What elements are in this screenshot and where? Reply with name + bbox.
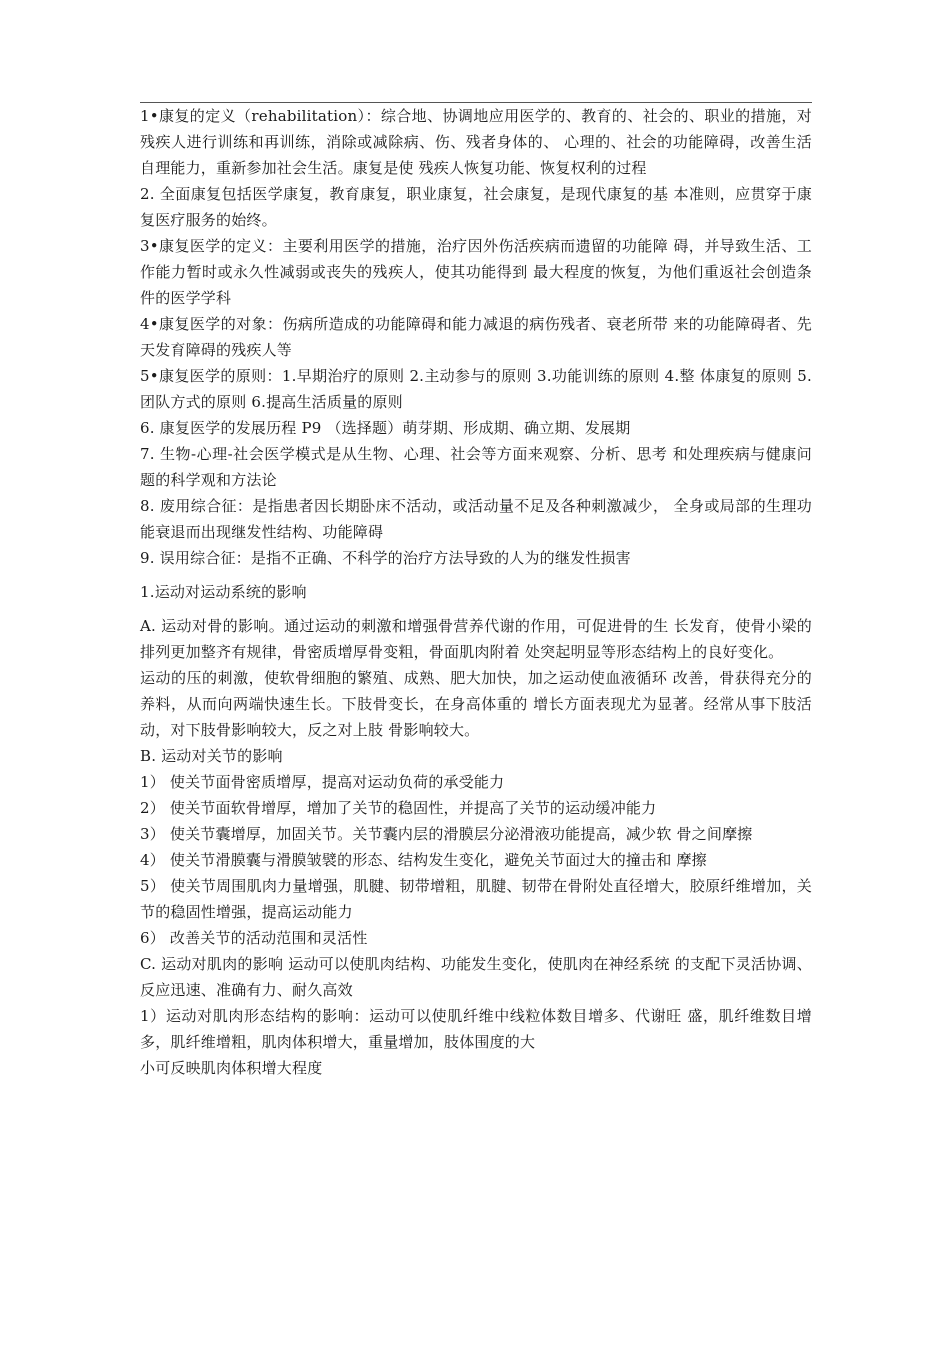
paragraph-9: 9. 误用综合征：是指不正确、不科学的治疗方法导致的人为的继发性损害 <box>140 549 631 567</box>
paragraph-2: 2. 全面康复包括医学康复，教育康复，职业康复，社会康复，是现代康复的基 本准则，应贯穿于康复医疗服务的始终。 <box>140 185 812 229</box>
section-heading: 1.运动对运动系统的影响 <box>140 583 307 601</box>
paragraph-7: 7. 生物-心理-社会医学模式是从生物、心理、社会等方面来观察、分析、思考 和处理疾病与健康问题的科学观和方法论 <box>140 445 812 489</box>
paragraph-4: 4•康复医学的对象：伤病所造成的功能障碍和能力减退的病伤残者、衰老所带 来的功能障碍者、先天发育障碍的残疾人等 <box>140 315 812 359</box>
subheading-b: B. 运动对关节的影响 <box>140 747 283 765</box>
section-paragraph-a-continued: 运动的压的刺激，使软骨细胞的繁殖、成熟、肥大加快，加之运动使血液循环 改善，骨获得充分的养料，从而向两端快速生长。下肢骨变长，在身高体重的 增长方面表现尤为显著。经常从事下肢活动，对下肢骨影响较大，反之对上肢 骨影响较大。 <box>140 669 812 739</box>
list-item-4: 4） 使关节滑膜囊与滑膜皱襞的形态、结构发生变化，避免关节面过大的撞击和 摩擦 <box>140 851 707 869</box>
list-item-1: 1） 使关节面骨密质增厚，提高对运动负荷的承受能力 <box>140 773 505 791</box>
document-body <box>140 103 812 1081</box>
subheading-c: C. 运动对肌肉的影响 运动可以使肌肉结构、功能发生变化，使肌肉在神经系统 的支配下灵活协调、反应迅速、准确有力、耐久高效 <box>140 955 812 999</box>
list-item-c1-continued: 小可反映肌肉体积增大程度 <box>140 1059 323 1077</box>
paragraph-3: 3•康复医学的定义：主要利用医学的措施，治疗因外伤活疾病而遗留的功能障 碍，并导致生活、工作能力暂时或永久性减弱或丧失的残疾人，使其功能得到 最大程度的恢复，为他们重返社会创造条件的医学学科 <box>140 237 812 307</box>
paragraph-8: 8. 废用综合征：是指患者因长期卧床不活动，或活动量不足及各种刺激减少， 全身或局部的生理功能衰退而出现继发性结构、功能障碍 <box>140 497 812 541</box>
list-item-6: 6） 改善关节的活动范围和灵活性 <box>140 929 368 947</box>
list-item-c1: 1）运动对肌肉形态结构的影响：运动可以使肌纤维中线粒体数目增多、代谢旺 盛，肌纤维数目增多，肌纤维增粗，肌肉体积增大，重量增加，肢体围度的大 <box>140 1007 812 1051</box>
list-item-2: 2） 使关节面软骨增厚，增加了关节的稳固性，并提高了关节的运动缓冲能力 <box>140 799 657 817</box>
paragraph-5: 5•康复医学的原则：1.早期治疗的原则 2.主动参与的原则 3.功能训练的原则 4.整 体康复的原则 5.团队方式的原则 6.提高生活质量的原则 <box>140 367 812 411</box>
paragraph-6: 6. 康复医学的发展历程 P9 （选择题）萌芽期、形成期、确立期、发展期 <box>140 419 631 437</box>
section-gap <box>140 571 812 579</box>
list-item-5: 5） 使关节周围肌肉力量增强，肌腱、韧带增粗，肌腱、韧带在骨附处直径增大，胶原纤维增加，关节的稳固性增强，提高运动能力 <box>140 877 812 921</box>
list-item-3: 3） 使关节囊增厚，加固关节。关节囊内层的滑膜层分泌滑液功能提高，减少软 骨之间摩擦 <box>140 825 753 843</box>
section-paragraph-a: A. 运动对骨的影响。通过运动的刺激和增强骨营养代谢的作用，可促进骨的生 长发育，使骨小梁的排列更加整齐有规律，骨密质增厚骨变粗，骨面肌肉附着 处突起明显等形态结构上的良好变化。 <box>140 617 812 661</box>
section-gap <box>140 605 812 613</box>
paragraph-1: 1•康复的定义（rehabilitation）：综合地、协调地应用医学的、教育的、社会的、职业的措施，对残疾人进行训练和再训练，消除或减除病、伤、残者身体的、 心理的、社会的功能障碍，改善生活自理能力，重新参加社会生活。康复是使 残疾人恢复功能、恢复权利的过程 <box>140 107 812 177</box>
